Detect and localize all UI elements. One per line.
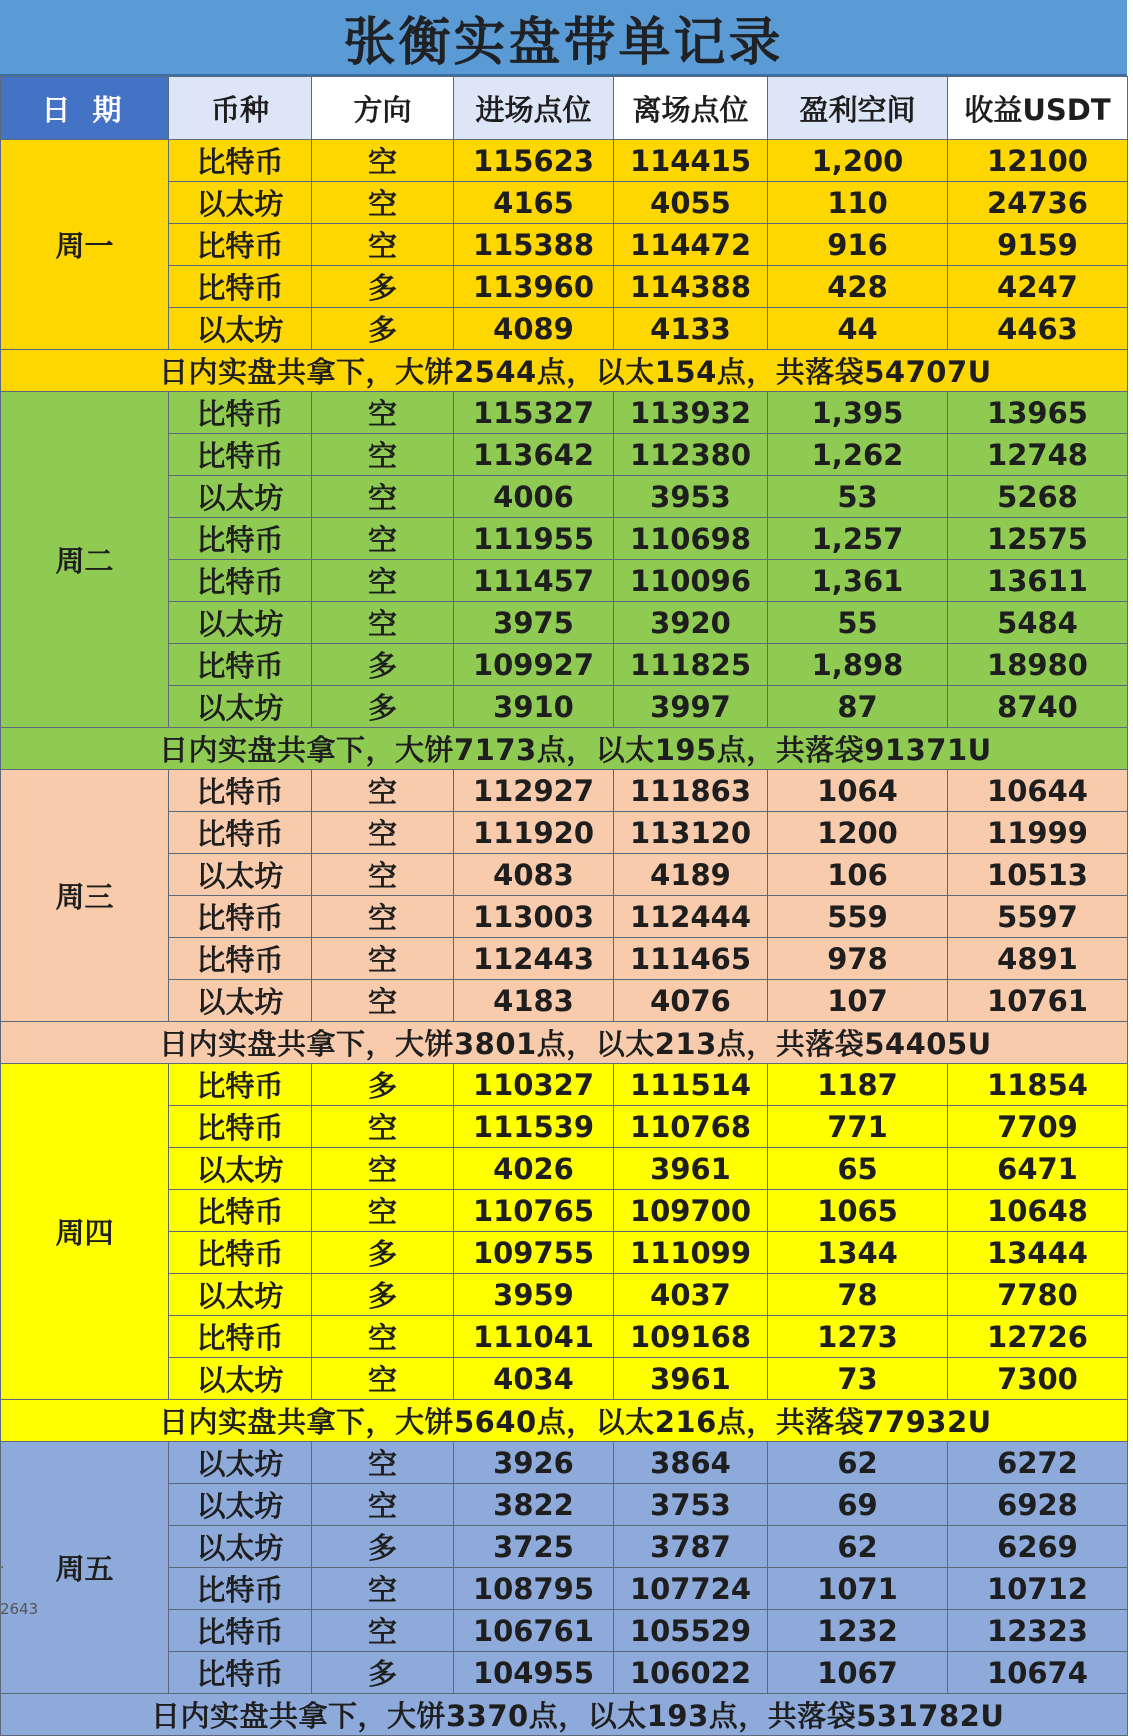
cell-direction: 空 xyxy=(312,854,454,896)
table-row xyxy=(1,896,1128,938)
cell-entry: 109927 xyxy=(454,644,614,686)
cell-profit-space: 1,395 xyxy=(768,392,948,434)
cell-direction: 空 xyxy=(312,1358,454,1400)
cell-coin: 比特币 xyxy=(169,1106,312,1148)
header-profit-space: 盈利空间 xyxy=(768,77,948,140)
day-summary: 日内实盘共拿下，大饼3370点，以太193点，共落袋531782U xyxy=(1,1694,1128,1736)
cell-profit-space: 1,200 xyxy=(768,140,948,182)
cell-exit: 3961 xyxy=(614,1148,768,1190)
sheet-title: 张衡实盘带单记录 xyxy=(0,0,1127,76)
cell-entry: 115388 xyxy=(454,224,614,266)
table-row xyxy=(1,938,1128,980)
header-row xyxy=(1,77,1128,140)
cell-coin: 比特币 xyxy=(169,644,312,686)
cell-coin: 以太坊 xyxy=(169,686,312,728)
cell-exit: 114415 xyxy=(614,140,768,182)
cell-entry: 111920 xyxy=(454,812,614,854)
cell-coin: 比特币 xyxy=(169,1190,312,1232)
summary-row xyxy=(1,350,1128,392)
cell-coin: 以太坊 xyxy=(169,602,312,644)
cell-profit-usdt: 12726 xyxy=(948,1316,1128,1358)
table-row xyxy=(1,266,1128,308)
cell-profit-space: 87 xyxy=(768,686,948,728)
cell-direction: 空 xyxy=(312,1484,454,1526)
day-label: 周二 xyxy=(1,392,169,728)
cell-coin: 以太坊 xyxy=(169,980,312,1022)
cell-profit-space: 55 xyxy=(768,602,948,644)
cell-profit-space: 1064 xyxy=(768,770,948,812)
cell-profit-space: 62 xyxy=(768,1442,948,1484)
cell-direction: 空 xyxy=(312,476,454,518)
table-row xyxy=(1,392,1128,434)
cell-profit-usdt: 11999 xyxy=(948,812,1128,854)
cell-exit: 111514 xyxy=(614,1064,768,1106)
cell-exit: 111825 xyxy=(614,644,768,686)
table-row xyxy=(1,1106,1128,1148)
cell-direction: 多 xyxy=(312,308,454,350)
footer-tick: · xyxy=(0,1560,5,1576)
cell-profit-usdt: 10648 xyxy=(948,1190,1128,1232)
cell-profit-usdt: 6272 xyxy=(948,1442,1128,1484)
cell-exit: 111863 xyxy=(614,770,768,812)
cell-entry: 110765 xyxy=(454,1190,614,1232)
day-label: 周五 xyxy=(1,1442,169,1694)
cell-entry: 111457 xyxy=(454,560,614,602)
cell-profit-space: 559 xyxy=(768,896,948,938)
cell-profit-usdt: 7709 xyxy=(948,1106,1128,1148)
cell-direction: 空 xyxy=(312,938,454,980)
cell-exit: 111099 xyxy=(614,1232,768,1274)
cell-profit-space: 1200 xyxy=(768,812,948,854)
cell-coin: 比特币 xyxy=(169,224,312,266)
cell-profit-space: 78 xyxy=(768,1274,948,1316)
cell-profit-usdt: 5597 xyxy=(948,896,1128,938)
cell-exit: 111465 xyxy=(614,938,768,980)
cell-direction: 空 xyxy=(312,224,454,266)
cell-entry: 112927 xyxy=(454,770,614,812)
table-row xyxy=(1,1652,1128,1694)
cell-exit: 113932 xyxy=(614,392,768,434)
cell-profit-usdt: 13965 xyxy=(948,392,1128,434)
table-row xyxy=(1,1358,1128,1400)
cell-exit: 3997 xyxy=(614,686,768,728)
cell-profit-space: 1344 xyxy=(768,1232,948,1274)
cell-entry: 111041 xyxy=(454,1316,614,1358)
cell-direction: 空 xyxy=(312,434,454,476)
cell-profit-usdt: 5268 xyxy=(948,476,1128,518)
table-row xyxy=(1,1526,1128,1568)
cell-exit: 110096 xyxy=(614,560,768,602)
table-row xyxy=(1,224,1128,266)
cell-profit-space: 1273 xyxy=(768,1316,948,1358)
cell-entry: 115327 xyxy=(454,392,614,434)
cell-profit-space: 106 xyxy=(768,854,948,896)
cell-profit-usdt: 12100 xyxy=(948,140,1128,182)
cell-profit-space: 1071 xyxy=(768,1568,948,1610)
cell-exit: 3961 xyxy=(614,1358,768,1400)
cell-direction: 空 xyxy=(312,182,454,224)
cell-direction: 多 xyxy=(312,266,454,308)
cell-direction: 空 xyxy=(312,980,454,1022)
cell-exit: 114388 xyxy=(614,266,768,308)
cell-coin: 比特币 xyxy=(169,266,312,308)
cell-profit-space: 1187 xyxy=(768,1064,948,1106)
cell-entry: 3975 xyxy=(454,602,614,644)
cell-profit-space: 428 xyxy=(768,266,948,308)
cell-exit: 4133 xyxy=(614,308,768,350)
table-body xyxy=(1,140,1128,1736)
cell-entry: 106761 xyxy=(454,1610,614,1652)
cell-profit-usdt: 10513 xyxy=(948,854,1128,896)
table-row xyxy=(1,1484,1128,1526)
cell-entry: 3926 xyxy=(454,1442,614,1484)
cell-profit-usdt: 24736 xyxy=(948,182,1128,224)
cell-profit-usdt: 11854 xyxy=(948,1064,1128,1106)
table-row xyxy=(1,1568,1128,1610)
cell-entry: 113003 xyxy=(454,896,614,938)
cell-direction: 空 xyxy=(312,1568,454,1610)
cell-entry: 4165 xyxy=(454,182,614,224)
cell-entry: 104955 xyxy=(454,1652,614,1694)
cell-coin: 比特币 xyxy=(169,392,312,434)
day-summary: 日内实盘共拿下，大饼7173点，以太195点，共落袋91371U xyxy=(1,728,1128,770)
header-coin: 币种 xyxy=(169,77,312,140)
cell-entry: 112443 xyxy=(454,938,614,980)
cell-exit: 3920 xyxy=(614,602,768,644)
cell-profit-space: 69 xyxy=(768,1484,948,1526)
cell-entry: 109755 xyxy=(454,1232,614,1274)
cell-profit-usdt: 6471 xyxy=(948,1148,1128,1190)
header-exit: 离场点位 xyxy=(614,77,768,140)
table-row xyxy=(1,182,1128,224)
cell-exit: 110698 xyxy=(614,518,768,560)
day-summary: 日内实盘共拿下，大饼3801点，以太213点，共落袋54405U xyxy=(1,1022,1128,1064)
cell-profit-usdt: 7780 xyxy=(948,1274,1128,1316)
summary-row xyxy=(1,1022,1128,1064)
table-row xyxy=(1,602,1128,644)
cell-direction: 空 xyxy=(312,1190,454,1232)
cell-coin: 以太坊 xyxy=(169,854,312,896)
day-label: 周四 xyxy=(1,1064,169,1400)
table-row xyxy=(1,1274,1128,1316)
cell-profit-space: 978 xyxy=(768,938,948,980)
table-row xyxy=(1,854,1128,896)
cell-coin: 以太坊 xyxy=(169,1526,312,1568)
cell-profit-space: 1067 xyxy=(768,1652,948,1694)
header-entry: 进场点位 xyxy=(454,77,614,140)
cell-coin: 以太坊 xyxy=(169,182,312,224)
cell-profit-space: 1232 xyxy=(768,1610,948,1652)
cell-direction: 空 xyxy=(312,392,454,434)
cell-direction: 多 xyxy=(312,1274,454,1316)
cell-coin: 比特币 xyxy=(169,434,312,476)
cell-coin: 以太坊 xyxy=(169,476,312,518)
table-row xyxy=(1,308,1128,350)
cell-direction: 空 xyxy=(312,518,454,560)
day-summary: 日内实盘共拿下，大饼5640点，以太216点，共落袋77932U xyxy=(1,1400,1128,1442)
cell-exit: 105529 xyxy=(614,1610,768,1652)
cell-direction: 多 xyxy=(312,1064,454,1106)
header-direction: 方向 xyxy=(312,77,454,140)
cell-entry: 4089 xyxy=(454,308,614,350)
cell-entry: 111955 xyxy=(454,518,614,560)
cell-profit-usdt: 12748 xyxy=(948,434,1128,476)
cell-coin: 比特币 xyxy=(169,812,312,854)
footer-number: 2643 xyxy=(0,1600,39,1618)
summary-row xyxy=(1,728,1128,770)
table-row xyxy=(1,980,1128,1022)
table-row xyxy=(1,812,1128,854)
cell-entry: 3910 xyxy=(454,686,614,728)
cell-entry: 3959 xyxy=(454,1274,614,1316)
cell-entry: 4026 xyxy=(454,1148,614,1190)
cell-entry: 3822 xyxy=(454,1484,614,1526)
table-row xyxy=(1,644,1128,686)
table-row xyxy=(1,1610,1128,1652)
cell-direction: 多 xyxy=(312,1232,454,1274)
cell-direction: 空 xyxy=(312,1610,454,1652)
cell-coin: 比特币 xyxy=(169,770,312,812)
cell-direction: 多 xyxy=(312,1526,454,1568)
table-row xyxy=(1,770,1128,812)
trade-table xyxy=(0,76,1128,1736)
table-row xyxy=(1,476,1128,518)
cell-exit: 4076 xyxy=(614,980,768,1022)
header-date: 日 期 xyxy=(1,77,169,140)
cell-exit: 112380 xyxy=(614,434,768,476)
summary-row xyxy=(1,1694,1128,1736)
table-row xyxy=(1,686,1128,728)
cell-direction: 空 xyxy=(312,1442,454,1484)
cell-profit-usdt: 4247 xyxy=(948,266,1128,308)
cell-exit: 112444 xyxy=(614,896,768,938)
cell-exit: 3787 xyxy=(614,1526,768,1568)
table-row xyxy=(1,1232,1128,1274)
cell-coin: 比特币 xyxy=(169,560,312,602)
cell-exit: 113120 xyxy=(614,812,768,854)
cell-exit: 3864 xyxy=(614,1442,768,1484)
cell-profit-usdt: 10761 xyxy=(948,980,1128,1022)
cell-exit: 109168 xyxy=(614,1316,768,1358)
cell-direction: 空 xyxy=(312,1106,454,1148)
cell-profit-usdt: 10644 xyxy=(948,770,1128,812)
cell-entry: 4183 xyxy=(454,980,614,1022)
cell-entry: 110327 xyxy=(454,1064,614,1106)
cell-entry: 4034 xyxy=(454,1358,614,1400)
cell-coin: 以太坊 xyxy=(169,1274,312,1316)
cell-coin: 比特币 xyxy=(169,518,312,560)
cell-direction: 空 xyxy=(312,560,454,602)
cell-exit: 106022 xyxy=(614,1652,768,1694)
cell-profit-usdt: 4463 xyxy=(948,308,1128,350)
cell-direction: 空 xyxy=(312,770,454,812)
cell-profit-usdt: 10712 xyxy=(948,1568,1128,1610)
cell-entry: 113642 xyxy=(454,434,614,476)
cell-profit-usdt: 6928 xyxy=(948,1484,1128,1526)
cell-profit-space: 73 xyxy=(768,1358,948,1400)
cell-profit-space: 1,262 xyxy=(768,434,948,476)
header-profit-usdt: 收益USDT xyxy=(948,77,1128,140)
day-summary: 日内实盘共拿下，大饼2544点，以太154点，共落袋54707U xyxy=(1,350,1128,392)
cell-exit: 4189 xyxy=(614,854,768,896)
cell-coin: 以太坊 xyxy=(169,1148,312,1190)
cell-entry: 108795 xyxy=(454,1568,614,1610)
cell-profit-space: 771 xyxy=(768,1106,948,1148)
cell-profit-space: 53 xyxy=(768,476,948,518)
cell-profit-space: 62 xyxy=(768,1526,948,1568)
cell-exit: 114472 xyxy=(614,224,768,266)
cell-profit-usdt: 10674 xyxy=(948,1652,1128,1694)
cell-profit-space: 65 xyxy=(768,1148,948,1190)
cell-coin: 比特币 xyxy=(169,140,312,182)
cell-profit-usdt: 13611 xyxy=(948,560,1128,602)
cell-profit-usdt: 6269 xyxy=(948,1526,1128,1568)
cell-profit-space: 1,361 xyxy=(768,560,948,602)
cell-profit-usdt: 7300 xyxy=(948,1358,1128,1400)
table-row xyxy=(1,1316,1128,1358)
cell-profit-space: 110 xyxy=(768,182,948,224)
cell-direction: 空 xyxy=(312,812,454,854)
table-row xyxy=(1,560,1128,602)
cell-coin: 以太坊 xyxy=(169,1484,312,1526)
cell-entry: 115623 xyxy=(454,140,614,182)
cell-profit-usdt: 4891 xyxy=(948,938,1128,980)
cell-profit-usdt: 12575 xyxy=(948,518,1128,560)
table-row xyxy=(1,1148,1128,1190)
cell-direction: 空 xyxy=(312,1316,454,1358)
cell-direction: 空 xyxy=(312,140,454,182)
cell-profit-usdt: 8740 xyxy=(948,686,1128,728)
cell-direction: 多 xyxy=(312,644,454,686)
table-row xyxy=(1,1442,1128,1484)
cell-coin: 比特币 xyxy=(169,1568,312,1610)
cell-profit-space: 1,257 xyxy=(768,518,948,560)
cell-exit: 4055 xyxy=(614,182,768,224)
cell-direction: 空 xyxy=(312,1148,454,1190)
cell-coin: 以太坊 xyxy=(169,1442,312,1484)
cell-profit-usdt: 12323 xyxy=(948,1610,1128,1652)
cell-exit: 110768 xyxy=(614,1106,768,1148)
table-row xyxy=(1,518,1128,560)
cell-profit-space: 1065 xyxy=(768,1190,948,1232)
cell-coin: 比特币 xyxy=(169,1316,312,1358)
cell-exit: 3953 xyxy=(614,476,768,518)
cell-entry: 4083 xyxy=(454,854,614,896)
cell-coin: 比特币 xyxy=(169,1064,312,1106)
cell-exit: 107724 xyxy=(614,1568,768,1610)
cell-profit-space: 1,898 xyxy=(768,644,948,686)
cell-profit-space: 44 xyxy=(768,308,948,350)
cell-exit: 4037 xyxy=(614,1274,768,1316)
cell-exit: 3753 xyxy=(614,1484,768,1526)
cell-coin: 比特币 xyxy=(169,1610,312,1652)
table-row xyxy=(1,1190,1128,1232)
cell-entry: 113960 xyxy=(454,266,614,308)
cell-profit-space: 107 xyxy=(768,980,948,1022)
cell-profit-usdt: 13444 xyxy=(948,1232,1128,1274)
cell-coin: 比特币 xyxy=(169,1232,312,1274)
table-row xyxy=(1,140,1128,182)
day-label: 周一 xyxy=(1,140,169,350)
cell-profit-usdt: 5484 xyxy=(948,602,1128,644)
day-label: 周三 xyxy=(1,770,169,1022)
cell-coin: 以太坊 xyxy=(169,1358,312,1400)
table-row xyxy=(1,434,1128,476)
table-row xyxy=(1,1064,1128,1106)
cell-profit-space: 916 xyxy=(768,224,948,266)
cell-coin: 比特币 xyxy=(169,896,312,938)
cell-exit: 109700 xyxy=(614,1190,768,1232)
cell-direction: 空 xyxy=(312,602,454,644)
cell-direction: 多 xyxy=(312,1652,454,1694)
cell-entry: 4006 xyxy=(454,476,614,518)
cell-coin: 比特币 xyxy=(169,938,312,980)
cell-profit-usdt: 9159 xyxy=(948,224,1128,266)
cell-entry: 111539 xyxy=(454,1106,614,1148)
cell-direction: 多 xyxy=(312,686,454,728)
cell-profit-usdt: 18980 xyxy=(948,644,1128,686)
cell-coin: 以太坊 xyxy=(169,308,312,350)
cell-entry: 3725 xyxy=(454,1526,614,1568)
cell-coin: 比特币 xyxy=(169,1652,312,1694)
cell-direction: 空 xyxy=(312,896,454,938)
summary-row xyxy=(1,1400,1128,1442)
